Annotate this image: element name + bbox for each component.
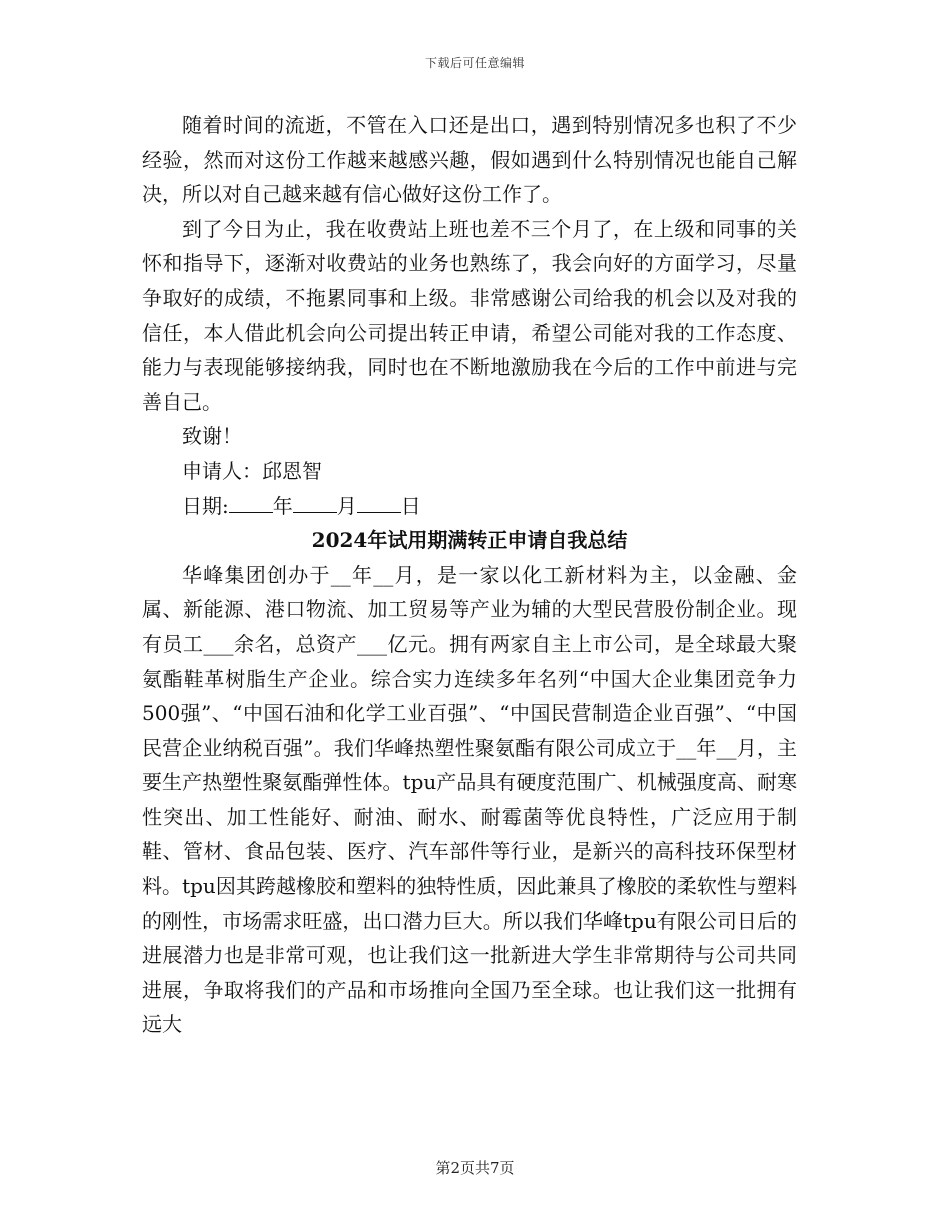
year-label: 年 [272, 493, 293, 518]
closing-line: 致谢！ [182, 424, 242, 449]
letter-paragraph: 到了今日为止，我在收费站上班也差不三个月了，在上级和同事的关怀和指导下，逐渐对收费站的业务也熟练了，我会向好的方面学习，尽量争取好的成绩，不拖累同事和上级。非常感谢公司给我的机会以及对我的信任，本人借此机会向公司提出转正申请，希望公司能对我的工作态度、能力与表现能够接纳我，同时也在不断地激励我在今后的工作中前进与完善自己。 [142, 216, 797, 414]
summary-paragraph: 华峰集团创办于__年__月，是一家以化工新材料为主，以金融、金属、新能源、港口物流、加工贸易等产业为辅的大型民营股份制企业。现有员工___余名，总资产___亿元。拥有两家自主上市公司，是全球最大聚氨酯鞋革树脂生产企业。综合实力连续多年名列“中国大企业集团竞争力500强”、“中国石油和化学工业百强”、“中国民营制造企业百强”、“中国民营企业纳税百强”。我们华峰热塑性聚氨酯有限公司成立于__年__月，主要生产热塑性聚氨酯弹性体。tpu产品具有硬度范围广、机械强度高、耐寒性突出、加工性能好、耐油、耐水、耐霉菌等优良特性，广泛应用于制鞋、管材、食品包装、医疗、汽车部件等行业，是新兴的高科技环保型材料。tpu因其跨越橡胶和塑料的独特性质，因此兼具了橡胶的柔软性与塑料的刚性，市场需求旺盛，出口潜力巨大。所以我们华峰tpu有限公司日后的进展潜力也是非常可观，也让我们这一批新进大学生非常期待与公司共同进展，争取将我们的产品和市场推向全国乃至全球。也让我们这一批拥有远大 [142, 562, 797, 1037]
page-header-note: 下载后可任意编辑 [424, 56, 525, 70]
page-number: 第2页共7页 [435, 1159, 515, 1177]
summary-title: 2024年试用期满转正申请自我总结 [311, 528, 628, 553]
date-label: 日期: [182, 493, 229, 518]
month-blank [293, 491, 337, 513]
day-blank [357, 491, 401, 513]
day-label: 日 [400, 493, 421, 518]
document-body [142, 108, 797, 1042]
year-blank [229, 491, 273, 513]
letter-paragraph: 随着时间的流逝，不管在入口还是出口，遇到特别情况多也积了不少经验，然而对这份工作越来越感兴趣，假如遇到什么特别情况也能自己解决，所以对自己越来越有信心做好这份工作了。 [142, 113, 797, 207]
date-line [142, 489, 797, 524]
month-label: 月 [336, 493, 357, 518]
applicant-line: 申请人：邱恩智 [182, 458, 322, 483]
